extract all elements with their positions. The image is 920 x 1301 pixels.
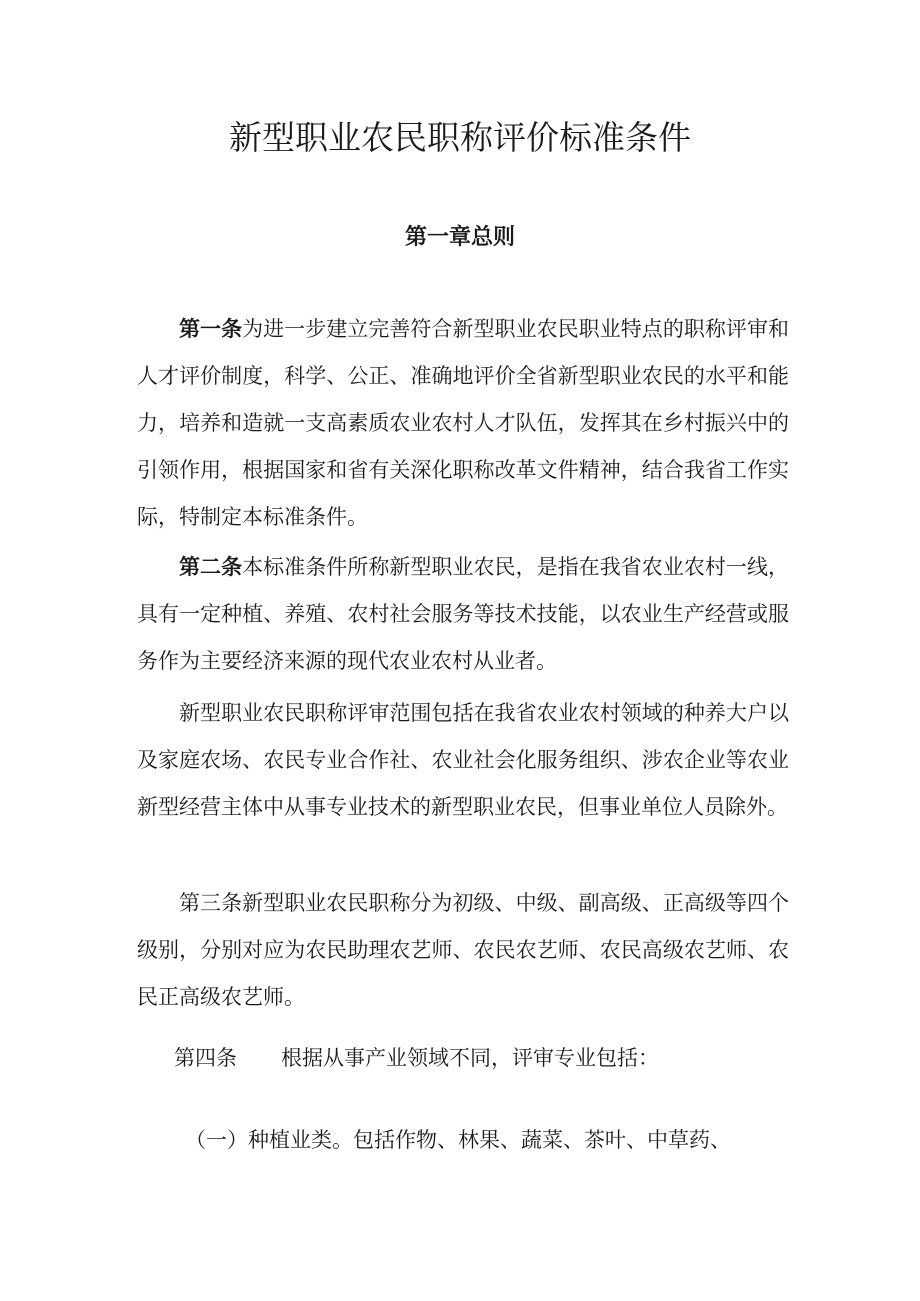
article-1-label: 第一条	[179, 316, 243, 341]
article-3-paragraph: 第三条新型职业农民职称分为初级、中级、副高级、正高级等四个级别，分别对应为农民助理农艺师、农民农艺师、农民高级农艺师、农民正高级农艺师。	[137, 891, 789, 1009]
article-4-label: 第四条	[174, 1046, 237, 1070]
article-2-scope-paragraph: 新型职业农民职称评审范围包括在我省农业农村领域的种养大户以及家庭农场、农民专业合作社、农业社会化服务组织、涉农企业等农业新型经营主体中从事专业技术的新型职业农民，但事业单位人员除外。	[137, 701, 789, 819]
list-item-planting: （一）种植业类。包括作物、林果、蔬菜、茶叶、中草药、	[185, 1128, 731, 1152]
article-2-label: 第二条	[179, 554, 243, 579]
article-2-paragraph	[137, 543, 789, 685]
article-2-text: 本标准条件所称新型职业农民，是指在我省农业农村一线，具有一定种植、养殖、农村社会服务等技术技能，以农业生产经营或服务作为主要经济来源的现代农业农村从业者。	[137, 555, 789, 673]
article-1-paragraph	[137, 305, 789, 541]
document-title: 新型职业农民职称评价标准条件	[229, 118, 691, 157]
chapter-heading: 第一章总则	[404, 224, 515, 250]
article-1-text: 为进一步建立完善符合新型职业农民职业特点的职称评审和人才评价制度，科学、公正、准确地评价全省新型职业农民的水平和能力，培养和造就一支高素质农业农村人才队伍，发挥其在乡村振兴中的引领作用，根据国家和省有关深化职称改革文件精神，结合我省工作实际，特制定本标准条件。	[137, 317, 789, 529]
article-4-paragraph	[174, 1040, 659, 1076]
article-4-text: 根据从事产业领域不同，评审专业包括：	[281, 1046, 659, 1070]
